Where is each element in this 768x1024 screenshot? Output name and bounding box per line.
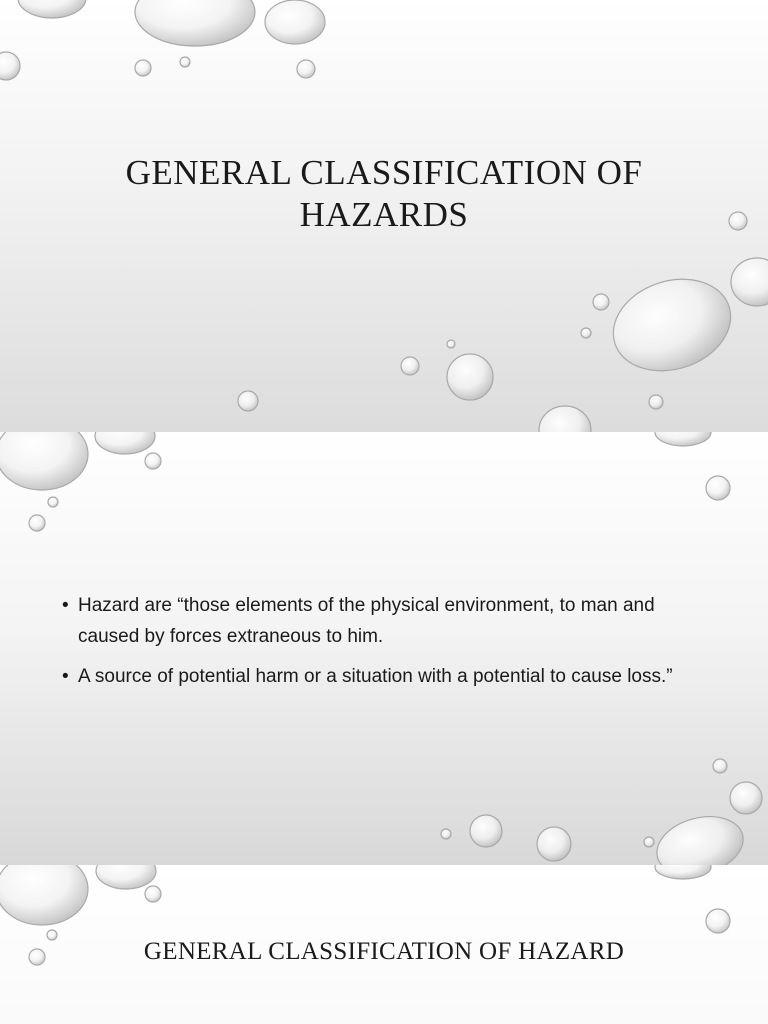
bullet-list xyxy=(60,590,700,701)
bullet-text: Hazard are “those elements of the physical environment, to man and caused by forces extraneous to him. xyxy=(78,595,655,647)
list-item xyxy=(60,590,700,652)
slide-title: GENERAL CLASSIFICATION OF HAZARD xyxy=(143,938,625,965)
slide-title: GENERAL CLASSIFICATION OF HAZARDS xyxy=(125,153,643,234)
list-item xyxy=(60,661,700,692)
bullet-text: A source of potential harm or a situation with a potential to cause loss.” xyxy=(78,666,673,687)
bullet-marker: • xyxy=(62,595,69,616)
bullet-marker: • xyxy=(62,666,69,687)
slide-2 xyxy=(0,432,768,865)
slide-3 xyxy=(0,865,768,1024)
slide-1 xyxy=(0,0,768,432)
